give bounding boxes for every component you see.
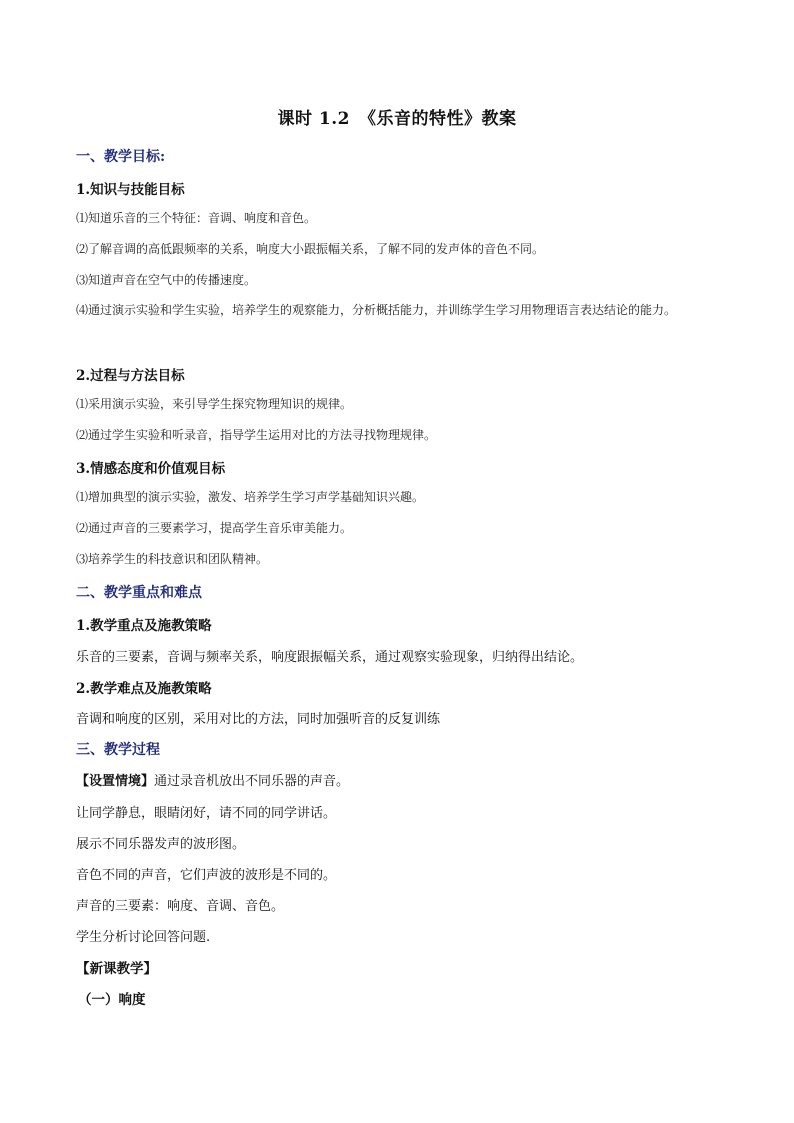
new-lesson-label: 【新课教学】 [76,961,157,977]
objective-item: ⑵了解音调的高低跟频率的关系，响度大小跟振幅关系，了解不同的发声体的音色不同。 [76,242,545,256]
process-line: 展示不同乐器发声的波形图。 [76,837,246,852]
section-heading-keypoints: 二、教学重点和难点 [76,585,202,601]
scene-label: 【设置情境】 [76,774,155,789]
process-line: 声音的三要素：响度、音调、音色。 [76,899,285,914]
objective-heading-knowledge: 1.知识与技能目标 [76,182,185,198]
process-scene-line [76,770,726,789]
page-title: 课时 1.2 《乐音的特性》教案 [277,109,517,129]
section-heading-objectives: 一、教学目标: [76,149,166,165]
objective-item: ⑶培养学生的科技意识和团队精神。 [76,552,269,566]
objective-item: ⑴知道乐音的三个特征：音调、响度和音色。 [76,211,317,225]
objective-heading-attitude: 3.情感态度和价值观目标 [76,461,226,477]
subsection-heading-loudness: （一）响度 [78,992,146,1008]
keypoint-text: 乐音的三要素，音调与频率关系，响度跟振幅关系，通过观察实验现象，归纳得出结论。 [76,650,584,665]
objective-item-wrapped: ⑷通过演示实验和学生实验，培养学生的观察能力，分析概括能力，并训练学生学习用物理语言表达结论的能力。 [76,303,677,317]
objective-item: ⑴增加典型的演示实验，激发、培养学生学习声学基础知识兴趣。 [76,490,425,504]
objective-item: ⑶知道声音在空气中的传播速度。 [76,273,257,287]
process-line: 音色不同的声音，它们声波的波形是不同的。 [76,868,337,883]
objective-item: ⑴采用演示实验，来引导学生探究物理知识的规律。 [76,397,353,411]
keypoint-heading-difficulty: 2.教学难点及施教策略 [76,681,212,697]
process-line: 让同学静息，眼睛闭好，请不同的同学讲话。 [76,806,337,821]
keypoint-text: 音调和响度的区别，采用对比的方法，同时加强听音的反复训练 [76,712,441,727]
process-line: 学生分析讨论回答问题. [76,930,211,945]
objective-item: ⑵通过学生实验和听录音，指导学生运用对比的方法寻找物理规律。 [76,428,437,442]
section-heading-process: 三、教学过程 [76,742,160,758]
objective-heading-process: 2.过程与方法目标 [76,368,185,384]
scene-text: 通过录音机放出不同乐器的声音。 [154,774,350,789]
objective-item: ⑵通过声音的三要素学习，提高学生音乐审美能力。 [76,521,353,535]
keypoint-heading-focus: 1.教学重点及施教策略 [76,618,212,634]
